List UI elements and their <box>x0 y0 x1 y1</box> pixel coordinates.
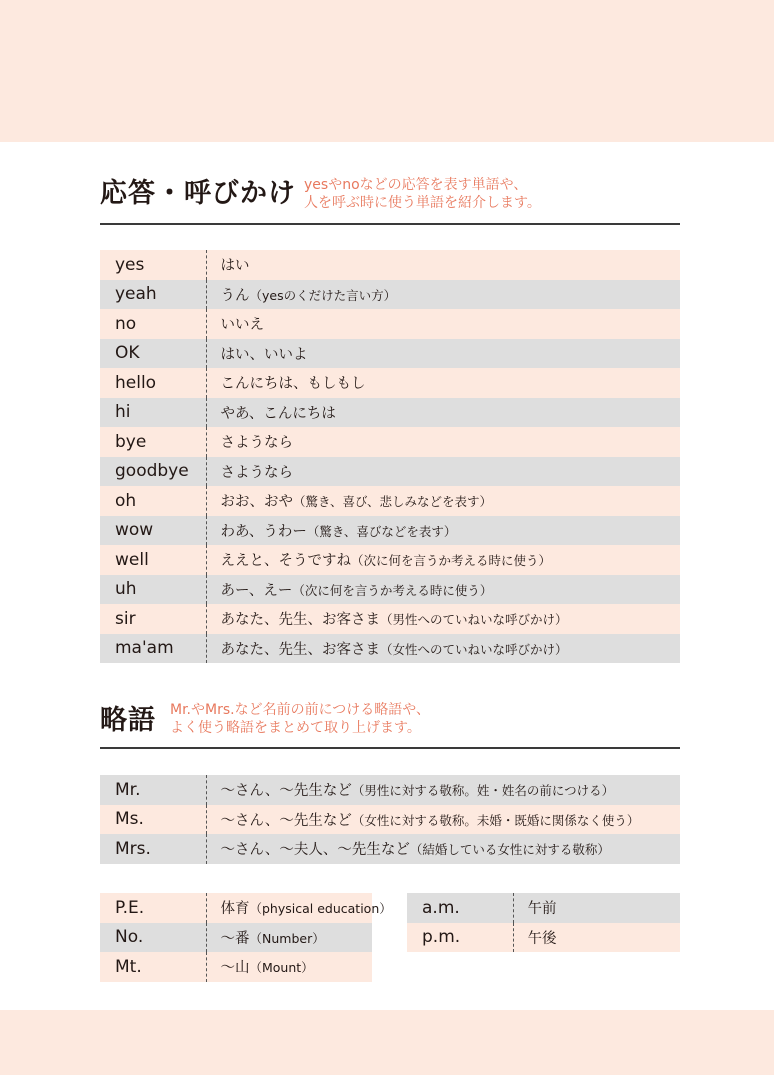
vocab-word: goodbye <box>100 457 206 487</box>
table-row <box>100 250 680 280</box>
vocab-meaning-cell <box>513 923 680 953</box>
section-title: 略語 <box>100 705 156 736</box>
table-row <box>407 923 680 953</box>
vocab-meaning: あなた、先生、お客さま <box>220 641 380 658</box>
vocab-note: （驚き、喜び、悲しみなどを表す） <box>293 494 493 510</box>
vocab-meaning-cell <box>206 516 680 546</box>
vocab-word: ma'am <box>100 634 206 664</box>
vocab-meaning-cell <box>206 634 680 664</box>
table-row <box>100 775 680 805</box>
vocab-meaning-cell <box>206 805 680 835</box>
vocab-meaning-cell <box>206 398 680 428</box>
vocab-meaning-cell <box>206 250 680 280</box>
vocab-word: Mt. <box>100 952 206 982</box>
section-title: 応答・呼びかけ <box>100 178 296 209</box>
description-line: よく使う略語をまとめて取り上げます。 <box>170 720 421 736</box>
vocab-meaning-cell <box>206 280 680 310</box>
vocab-word: yeah <box>100 280 206 310</box>
table-row <box>407 893 680 923</box>
vocab-meaning: わあ、うわー <box>220 523 307 540</box>
greetings-table <box>100 250 680 663</box>
section-header-greetings <box>100 172 680 228</box>
vocab-meaning: 〜さん、〜先生など <box>220 783 352 800</box>
table-row <box>100 545 680 575</box>
vocab-meaning: 〜山 <box>220 960 250 977</box>
table-row <box>100 952 372 982</box>
vocab-meaning-cell <box>206 427 680 457</box>
vocab-note: （男性に対する敬称。姓・姓名の前につける） <box>351 783 615 799</box>
description-line: yesやnoなどの応答を表す単語や、 <box>304 177 528 193</box>
table-row <box>100 834 680 864</box>
vocab-note: （physical education） <box>249 901 392 917</box>
table-row <box>100 486 680 516</box>
vocab-word: a.m. <box>407 893 513 923</box>
vocab-meaning: あー、えー <box>220 582 293 599</box>
vocab-word: bye <box>100 427 206 457</box>
vocab-meaning: ええと、そうですね <box>220 553 351 570</box>
vocab-word: uh <box>100 575 206 605</box>
vocab-meaning-cell <box>206 575 680 605</box>
description-line: 人を呼ぶ時に使う単語を紹介します。 <box>304 195 541 211</box>
section-rule <box>100 223 680 225</box>
vocab-word: Mr. <box>100 775 206 805</box>
table-row <box>100 457 680 487</box>
table-row <box>100 634 680 664</box>
section-rule <box>100 747 680 749</box>
section-description <box>304 176 541 212</box>
description-line: Mr.やMrs.など名前の前につける略語や、 <box>170 702 431 718</box>
vocab-word: well <box>100 545 206 575</box>
vocab-word: hi <box>100 398 206 428</box>
vocab-meaning-cell <box>206 775 680 805</box>
vocab-meaning: 午後 <box>527 930 557 947</box>
vocab-word: No. <box>100 923 206 953</box>
vocab-word: yes <box>100 250 206 280</box>
vocab-meaning-cell <box>206 893 392 923</box>
vocab-meaning: はい <box>220 258 250 275</box>
vocab-meaning-cell <box>206 368 680 398</box>
vocab-meaning: 〜番 <box>220 930 250 947</box>
table-row <box>100 368 680 398</box>
vocab-note: （女性へのていねいな呼びかけ） <box>380 641 568 657</box>
vocab-word: Mrs. <box>100 834 206 864</box>
vocab-meaning-cell <box>206 545 680 575</box>
vocab-note: （Number） <box>249 930 325 946</box>
vocab-meaning-cell <box>206 834 680 864</box>
vocab-word: hello <box>100 368 206 398</box>
table-row <box>100 805 680 835</box>
abbreviations-table-right <box>407 893 680 952</box>
vocab-meaning-cell <box>206 952 372 982</box>
vocab-word: Ms. <box>100 805 206 835</box>
vocab-note: （女性に対する敬称。未婚・既婚に関係なく使う） <box>351 812 640 828</box>
vocab-word: OK <box>100 339 206 369</box>
vocab-meaning-cell <box>206 923 372 953</box>
vocab-meaning-cell <box>206 604 680 634</box>
abbreviations-table-left <box>100 893 392 982</box>
table-row <box>100 893 372 923</box>
titles-table <box>100 775 680 864</box>
vocab-meaning: さようなら <box>220 464 293 481</box>
vocab-meaning: あなた、先生、お客さま <box>220 612 380 629</box>
table-row <box>100 516 680 546</box>
vocab-meaning: やあ、こんにちは <box>220 405 336 422</box>
vocab-word: sir <box>100 604 206 634</box>
vocab-meaning: はい、いいよ <box>220 346 308 363</box>
table-row <box>100 280 680 310</box>
table-row <box>100 923 372 953</box>
vocab-note: （次に何を言うか考える時に使う） <box>351 553 552 569</box>
table-row <box>100 339 680 369</box>
vocab-word: wow <box>100 516 206 546</box>
vocab-note: （驚き、喜びなどを表す） <box>306 523 457 539</box>
vocab-word: no <box>100 309 206 339</box>
vocab-meaning: いいえ <box>220 317 264 334</box>
vocab-meaning: さようなら <box>220 435 293 452</box>
vocab-word: oh <box>100 486 206 516</box>
table-row <box>100 604 680 634</box>
vocab-meaning: 〜さん、〜夫人、〜先生など <box>220 842 410 859</box>
vocab-note: （次に何を言うか考える時に使う） <box>292 582 493 598</box>
vocab-meaning: 〜さん、〜先生など <box>220 812 352 829</box>
vocab-note: （yesのくだけた言い方） <box>249 287 397 303</box>
section-header-abbreviations <box>100 697 680 753</box>
vocab-meaning-cell <box>513 893 680 923</box>
vocab-meaning-cell <box>206 486 680 516</box>
vocab-note: （男性へのていねいな呼びかけ） <box>380 612 568 628</box>
vocab-meaning: 午前 <box>527 901 557 918</box>
table-row <box>100 398 680 428</box>
table-row <box>100 309 680 339</box>
table-row <box>100 427 680 457</box>
vocab-meaning: 体育 <box>220 901 250 918</box>
vocab-meaning: おお、おや <box>220 494 293 511</box>
vocab-word: P.E. <box>100 893 206 923</box>
vocab-meaning-cell <box>206 309 680 339</box>
vocab-meaning-cell <box>206 339 680 369</box>
top-band <box>0 0 774 142</box>
vocab-word: p.m. <box>407 923 513 953</box>
table-row <box>100 575 680 605</box>
vocab-note: （Mount） <box>249 960 314 976</box>
vocab-meaning: こんにちは、もしもし <box>220 376 366 393</box>
vocab-note: （結婚している女性に対する敬称） <box>409 842 610 858</box>
vocab-meaning: うん <box>220 287 250 304</box>
section-description <box>170 701 430 737</box>
bottom-band <box>0 1010 774 1075</box>
vocab-meaning-cell <box>206 457 680 487</box>
